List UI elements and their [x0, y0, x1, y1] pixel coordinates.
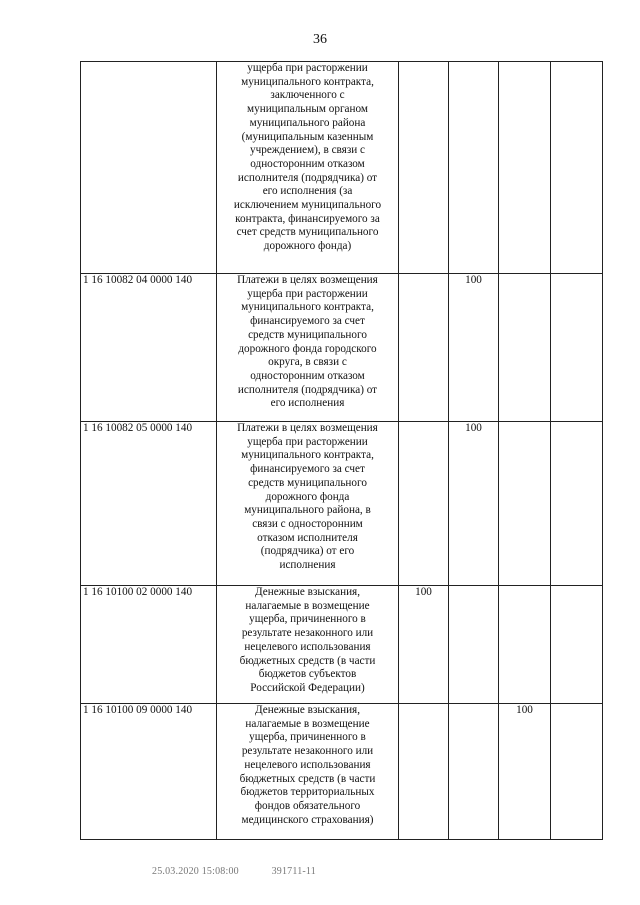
percent-cell-2: 100 [449, 422, 499, 586]
description-line: дорожного фонда) [263, 240, 352, 253]
description-line: бюджетных средств (в части [239, 654, 376, 667]
description-line: исполнения [279, 559, 336, 572]
description-line: дорожного фонда городского [238, 342, 377, 355]
percent-cell-3: 100 [499, 704, 551, 840]
description-cell [217, 274, 399, 422]
description-line: исполнителя (подрядчика) от [237, 171, 378, 184]
budget-code-cell [81, 62, 217, 274]
budget-code-cell: 1 16 10082 05 0000 140 [81, 422, 217, 586]
budget-code-cell: 1 16 10082 04 0000 140 [81, 274, 217, 422]
description-line: округа, в связи с [268, 356, 347, 369]
description-line: нецелевого использования [244, 640, 371, 653]
table-row [81, 62, 603, 274]
description-line: исключением муниципального [233, 199, 382, 212]
description-line: ущерба, причиненного в [249, 731, 366, 744]
percent-cell-1 [399, 62, 449, 274]
empty-cell [551, 586, 603, 704]
description-line: ущерба при расторжении [247, 287, 368, 300]
description-line: Платежи в целях возмещения [237, 422, 378, 434]
percent-cell-2 [449, 586, 499, 704]
description-line: финансируемого за счет [250, 463, 365, 476]
description-line: односторонним отказом [250, 157, 365, 170]
percent-cell-2 [449, 62, 499, 274]
description-line: средств муниципального [248, 476, 367, 489]
percent-cell-3 [499, 274, 551, 422]
description-cell [217, 586, 399, 704]
description-line: ущерба, причиненного в [249, 613, 366, 626]
percent-cell-2 [449, 704, 499, 840]
revenue-codes-table [80, 61, 603, 840]
percent-cell-3 [499, 586, 551, 704]
description-line: медицинского страхования) [241, 813, 374, 826]
description-line: контракта, финансируемого за [235, 212, 380, 225]
description-cell [217, 422, 399, 586]
description-line: исполнителя (подрядчика) от [237, 383, 378, 396]
description-line: налагаемые в возмещение [245, 717, 370, 730]
description-line: муниципального контракта, [241, 449, 374, 462]
empty-cell [551, 62, 603, 274]
description-line: его исполнения [270, 397, 345, 410]
empty-cell [551, 704, 603, 840]
budget-code-cell: 1 16 10100 09 0000 140 [81, 704, 217, 840]
description-cell [217, 704, 399, 840]
description-line: муниципального контракта, [241, 301, 374, 314]
footer-document-id: 391711-11 [271, 866, 316, 877]
table-row [81, 274, 603, 422]
description-line: финансируемого за счет [250, 315, 365, 328]
percent-cell-1: 100 [399, 586, 449, 704]
description-line: односторонним отказом [250, 369, 365, 382]
description-line: Российской Федерации) [250, 681, 365, 694]
description-line: результате незаконного или [241, 745, 374, 758]
description-line: учреждением), в связи с [250, 144, 365, 157]
percent-cell-3 [499, 422, 551, 586]
description-line: заключенного с [270, 89, 345, 102]
percent-cell-1 [399, 422, 449, 586]
description-line: средств муниципального [248, 328, 367, 341]
description-cell [217, 62, 399, 274]
table-row [81, 704, 603, 840]
description-line: налагаемые в возмещение [245, 599, 370, 612]
description-line: результате незаконного или [241, 627, 374, 640]
table-row [81, 586, 603, 704]
description-line: бюджетов субъектов [258, 668, 357, 681]
description-line: его исполнения (за [262, 185, 353, 198]
percent-cell-1 [399, 274, 449, 422]
percent-cell-2: 100 [449, 274, 499, 422]
description-line: Денежные взыскания, [254, 586, 360, 598]
budget-code-cell: 1 16 10100 02 0000 140 [81, 586, 217, 704]
document-footer [152, 866, 316, 877]
description-line: муниципального района, в [244, 504, 371, 517]
description-line: бюджетных средств (в части [239, 772, 376, 785]
description-line: муниципальным органом [247, 103, 368, 116]
description-line: нецелевого использования [244, 758, 371, 771]
description-line: фондов обязательного [254, 799, 361, 812]
description-line: ущерба при расторжении [247, 435, 368, 448]
description-line: Платежи в целях возмещения [237, 274, 378, 286]
description-line: связи с односторонним [252, 517, 363, 530]
table-row [81, 422, 603, 586]
description-line: бюджетов территориальных [240, 786, 375, 799]
description-line: (муниципальным казенным [241, 130, 374, 143]
description-line: счет средств муниципального [236, 226, 379, 239]
description-line: ущерба при расторжении [247, 62, 368, 74]
description-line: муниципального контракта, [241, 75, 374, 88]
description-line: Денежные взыскания, [254, 704, 360, 716]
empty-cell [551, 274, 603, 422]
empty-cell [551, 422, 603, 586]
percent-cell-3 [499, 62, 551, 274]
description-line: отказом исполнителя [257, 531, 358, 544]
footer-timestamp: 25.03.2020 15:08:00 [152, 866, 239, 877]
percent-cell-1 [399, 704, 449, 840]
page-number: 36 [313, 32, 327, 47]
description-line: муниципального района [249, 116, 366, 129]
description-line: дорожного фонда [265, 490, 350, 503]
description-line: (подрядчика) от его [260, 545, 355, 558]
